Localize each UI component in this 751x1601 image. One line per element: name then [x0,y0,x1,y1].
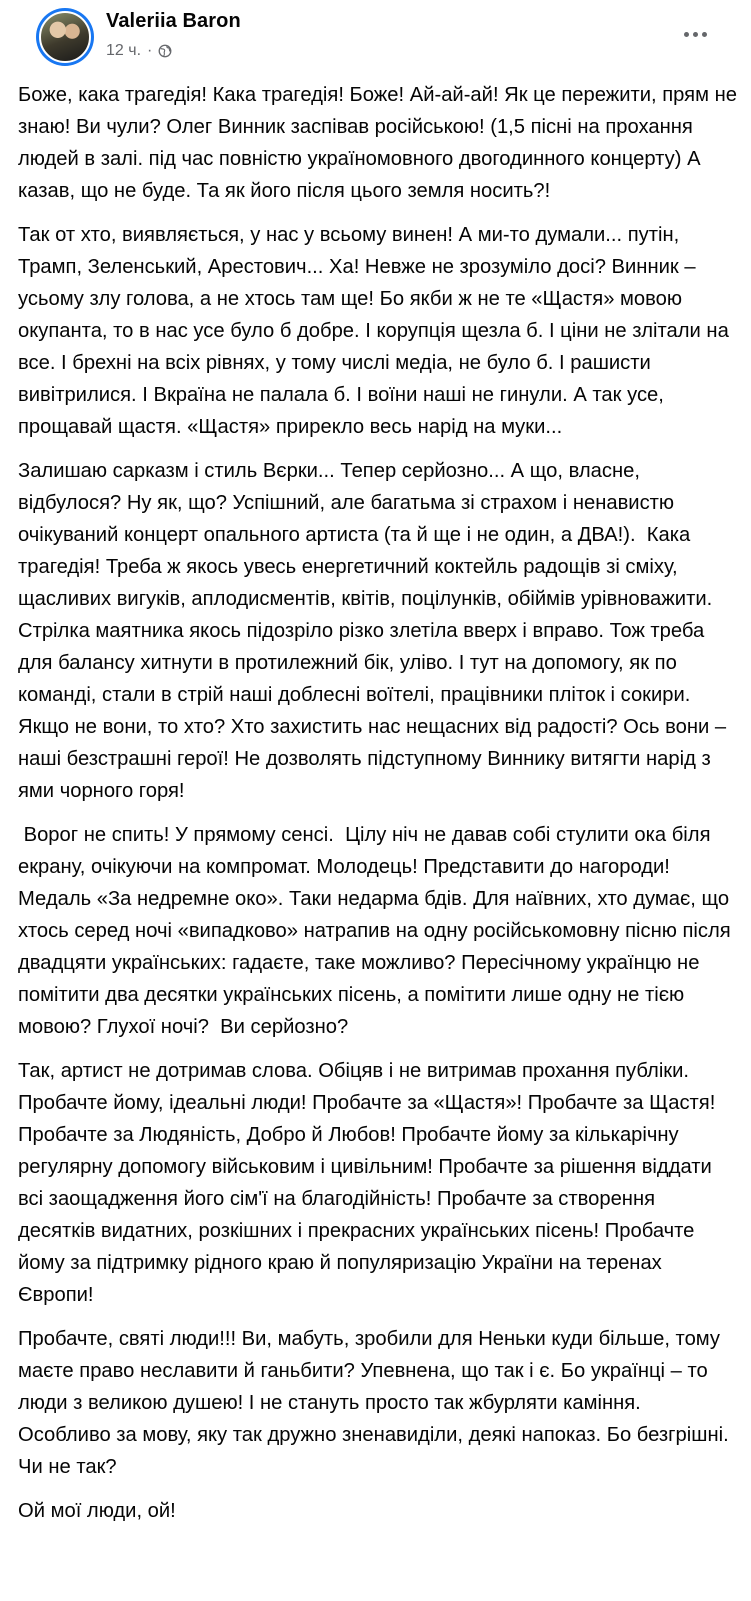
author-name[interactable]: Valeriia Baron [106,10,241,32]
more-options-dot [702,32,707,37]
avatar-photo [39,11,91,63]
post-paragraph: Ой мої люди, ой! [18,1500,176,1522]
globe-icon[interactable] [158,44,172,58]
post-paragraph: Ворог не спить! У прямому сенсі. Цілу ніч не давав собі стулити ока біля екрану, очікуючи на компромат. Молодець! Представити до нагороди! Медаль «За недремне око». Таки недарма бдів. Для наївних, хто думає, що хтось серед ночі «випадково» натрапив на одну російськомовну пісню після двадцяти українських: гадаєте, таке можливо? Пересічному українцю не помітити два десятки українських пісень, а помітити лише одну не тією мовою? Глухої ночі? Ви серйозно? [18,824,737,1038]
more-options-dot [693,32,698,37]
post-paragraph: Пробачте, святі люди!!! Ви, мабуть, зробили для Неньки куди більше, тому маєте право неславити й ганьбити? Упевнена, що так і є. Бо українці – то люди з великою душею! І не стануть просто так жбурляти каміння. Особливо за мову, яку так дружно зненавиділи, деякі напоказ. Бо безгрішні. Чи не так? [18,1328,735,1478]
meta-separator: · [147,42,153,59]
post-time[interactable]: 12 ч. [106,42,142,59]
post-meta [106,42,172,60]
post-paragraph: Так от хто, виявляється, у нас у всьому винен! А ми-то думали... путін, Трамп, Зеленський, Арестович... Ха! Невже не зрозуміло досі? Винник – усьому злу голова, а не хтось там ще! Бо якби ж не те «Щастя» мовою окупанта, то в нас усе було б добре. І корупція щезла б. І ціни не злітали на все. І брехні на всіх рівнях, у тому числі медіа, не було б. І рашисти вивітрилися. І Вкраїна не палала б. І воїни наші не гинули. А так усе, прощавай щастя. «Щастя» прирекло весь нарід на муки... [18,224,735,438]
post-paragraph: Боже, кака трагедія! Кака трагедія! Боже! Ай-ай-ай! Як це пережити, прям не знаю! Ви чули? Олег Винник заспівав російською! (1,5 пісні на прохання людей в залі. під час повністю україномовного двогодинного концерту) А казав, що не буде. Та як його після цього земля носить?! [18,84,743,202]
post-header [18,0,733,86]
post-text [18,79,743,1539]
post-paragraph: Так, артист не дотримав слова. Обіцяв і не витримав прохання публіки. Пробачте йому, ідеальні люди! Пробачте за «Щастя»! Пробачте за Щастя! Пробачте за Людяність, Добро й Любов! Пробачте йому за кількарічну регулярну допомогу військовим і цивільним! Пробачте за рішення віддати всі заощадження його сім'ї на благодійність! Пробачте за створення десятків видатних, розкішних і прекрасних українських пісень! Пробачте йому за підтримку рідного краю й популяризацію України на теренах Європи! [18,1060,721,1306]
more-options-button[interactable] [677,22,713,46]
avatar[interactable] [36,8,94,66]
post-paragraph: Залишаю сарказм і стиль Вєрки... Тепер серйозно... А що, власне, відбулося? Ну як, що? Успішний, але багатьма зі страхом і ненавистю очікуваний концерт опального артиста (та й ще і не один, а ДВА!). Кака трагедія! Треба ж якось увесь енергетичний коктейль радощів зі сміху, щасливих вигуків, аплодисментів, квітів, поцілунків, обіймів урівноважити. Стрілка маятника якось підозріло різко злетіла вверх і вправо. Тож треба для балансу хитнути в протилежний бік, уліво. І тут на допомогу, як по команді, стали в стрій наші доблесні воїтелі, працівники пліток і сокири. Якщо не вони, то хто? Хто захистить нас нещасних від радості? Ось вони – наші безстрашні герої! Не дозволять підступному Виннику витягти нарід з ями чорного горя! [18,460,732,802]
more-options-icon [684,32,689,37]
